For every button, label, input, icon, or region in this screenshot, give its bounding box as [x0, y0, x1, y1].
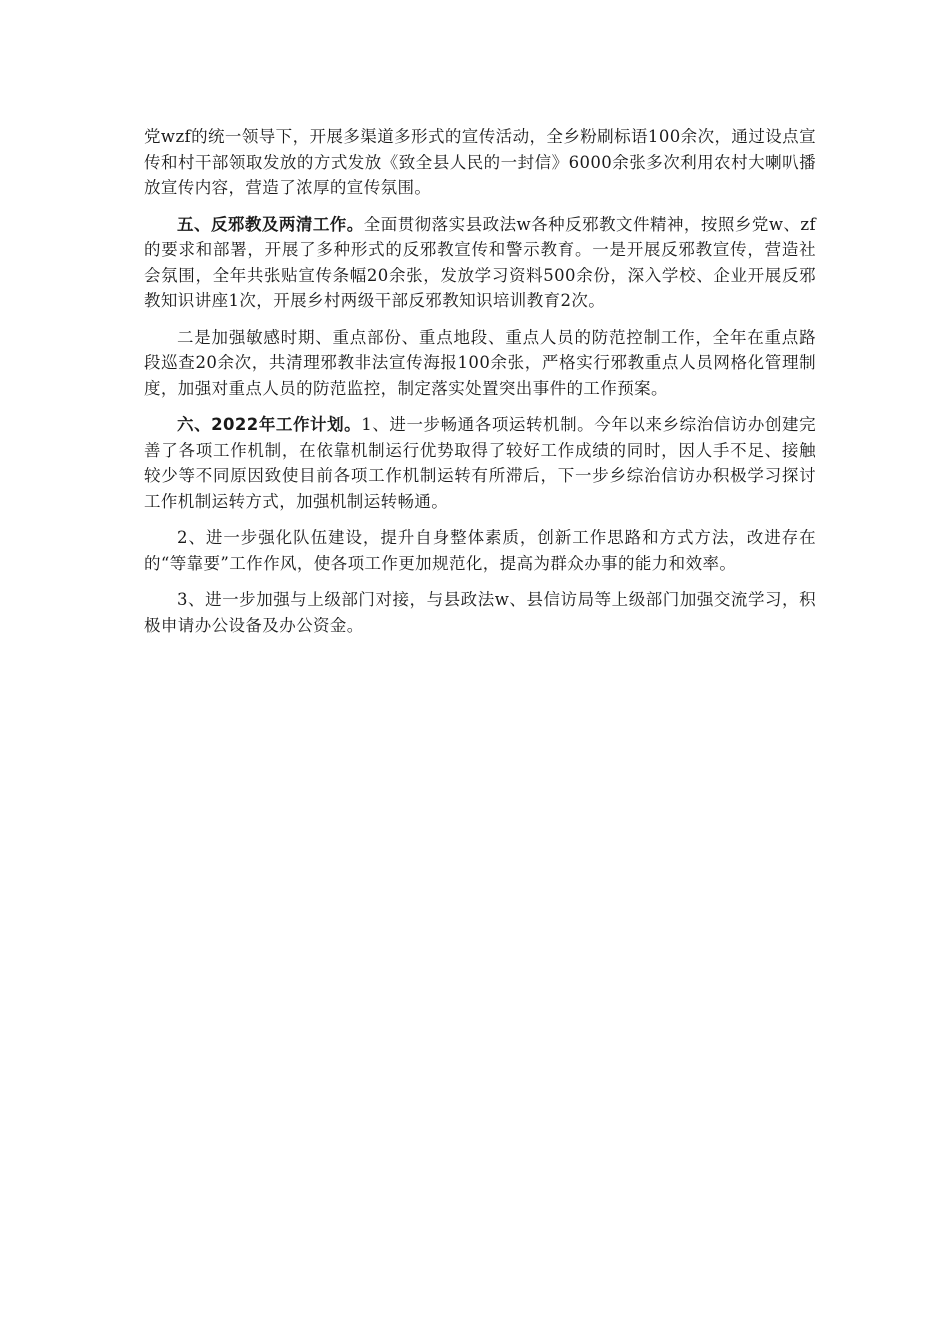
paragraph-prevention [144, 325, 816, 402]
document-page [144, 124, 816, 649]
paragraph-plan-item-2 [144, 525, 816, 576]
section-heading-six: 六、2022年工作计划。 [177, 415, 362, 434]
paragraph-text: 3、进一步加强与上级部门对接，与县政法w、县信访局等上级部门加强交流学习，积极申请办公设备及办公资金。 [144, 590, 816, 635]
section-heading-five: 五、反邪教及两清工作。 [177, 214, 364, 234]
paragraph-text: 2、进一步强化队伍建设，提升自身整体素质，创新工作思路和方式方法，改进存在的“等靠要”工作作风，使各项工作更加规范化，提高为群众办事的能力和效率。 [144, 528, 816, 573]
paragraph-propaganda [144, 124, 816, 201]
paragraph-text: 1、进一步畅通各项运转机制。今年以来乡综治信访办创建完善了各项工作机制，在依靠机制运行优势取得了较好工作成绩的同时，因人手不足、接触较少等不同原因致使目前各项工作机制运转有所滞后，下一步乡综治信访办积极学习探讨工作机制运转方式，加强机制运转畅通。 [144, 415, 816, 511]
paragraph-text: 党wzf的统一领导下，开展多渠道多形式的宣传活动，全乡粉刷标语100余次，通过设点宣传和村干部领取发放的方式发放《致全县人民的一封信》6000余张多次利用农村大喇叭播放宣传内容，营造了浓厚的宣传氛围。 [144, 127, 816, 197]
paragraph-text: 全面贯彻落实县政法w各种反邪教文件精神，按照乡党w、zf的要求和部署，开展了多种形式的反邪教宣传和警示教育。一是开展反邪教宣传，营造社会氛围，全年共张贴宣传条幅20余张，发放学习资料500余份，深入学校、企业开展反邪教知识讲座1次，开展乡村两级干部反邪教知识培训教育2次。 [144, 214, 816, 310]
paragraph-work-plan [144, 412, 816, 514]
paragraph-anti-cult [144, 212, 816, 314]
paragraph-plan-item-3 [144, 587, 816, 638]
paragraph-text: 二是加强敏感时期、重点部份、重点地段、重点人员的防范控制工作，全年在重点路段巡查20余次，共清理邪教非法宣传海报100余张，严格实行邪教重点人员网格化管理制度，加强对重点人员的防范监控，制定落实处置突出事件的工作预案。 [144, 327, 816, 398]
